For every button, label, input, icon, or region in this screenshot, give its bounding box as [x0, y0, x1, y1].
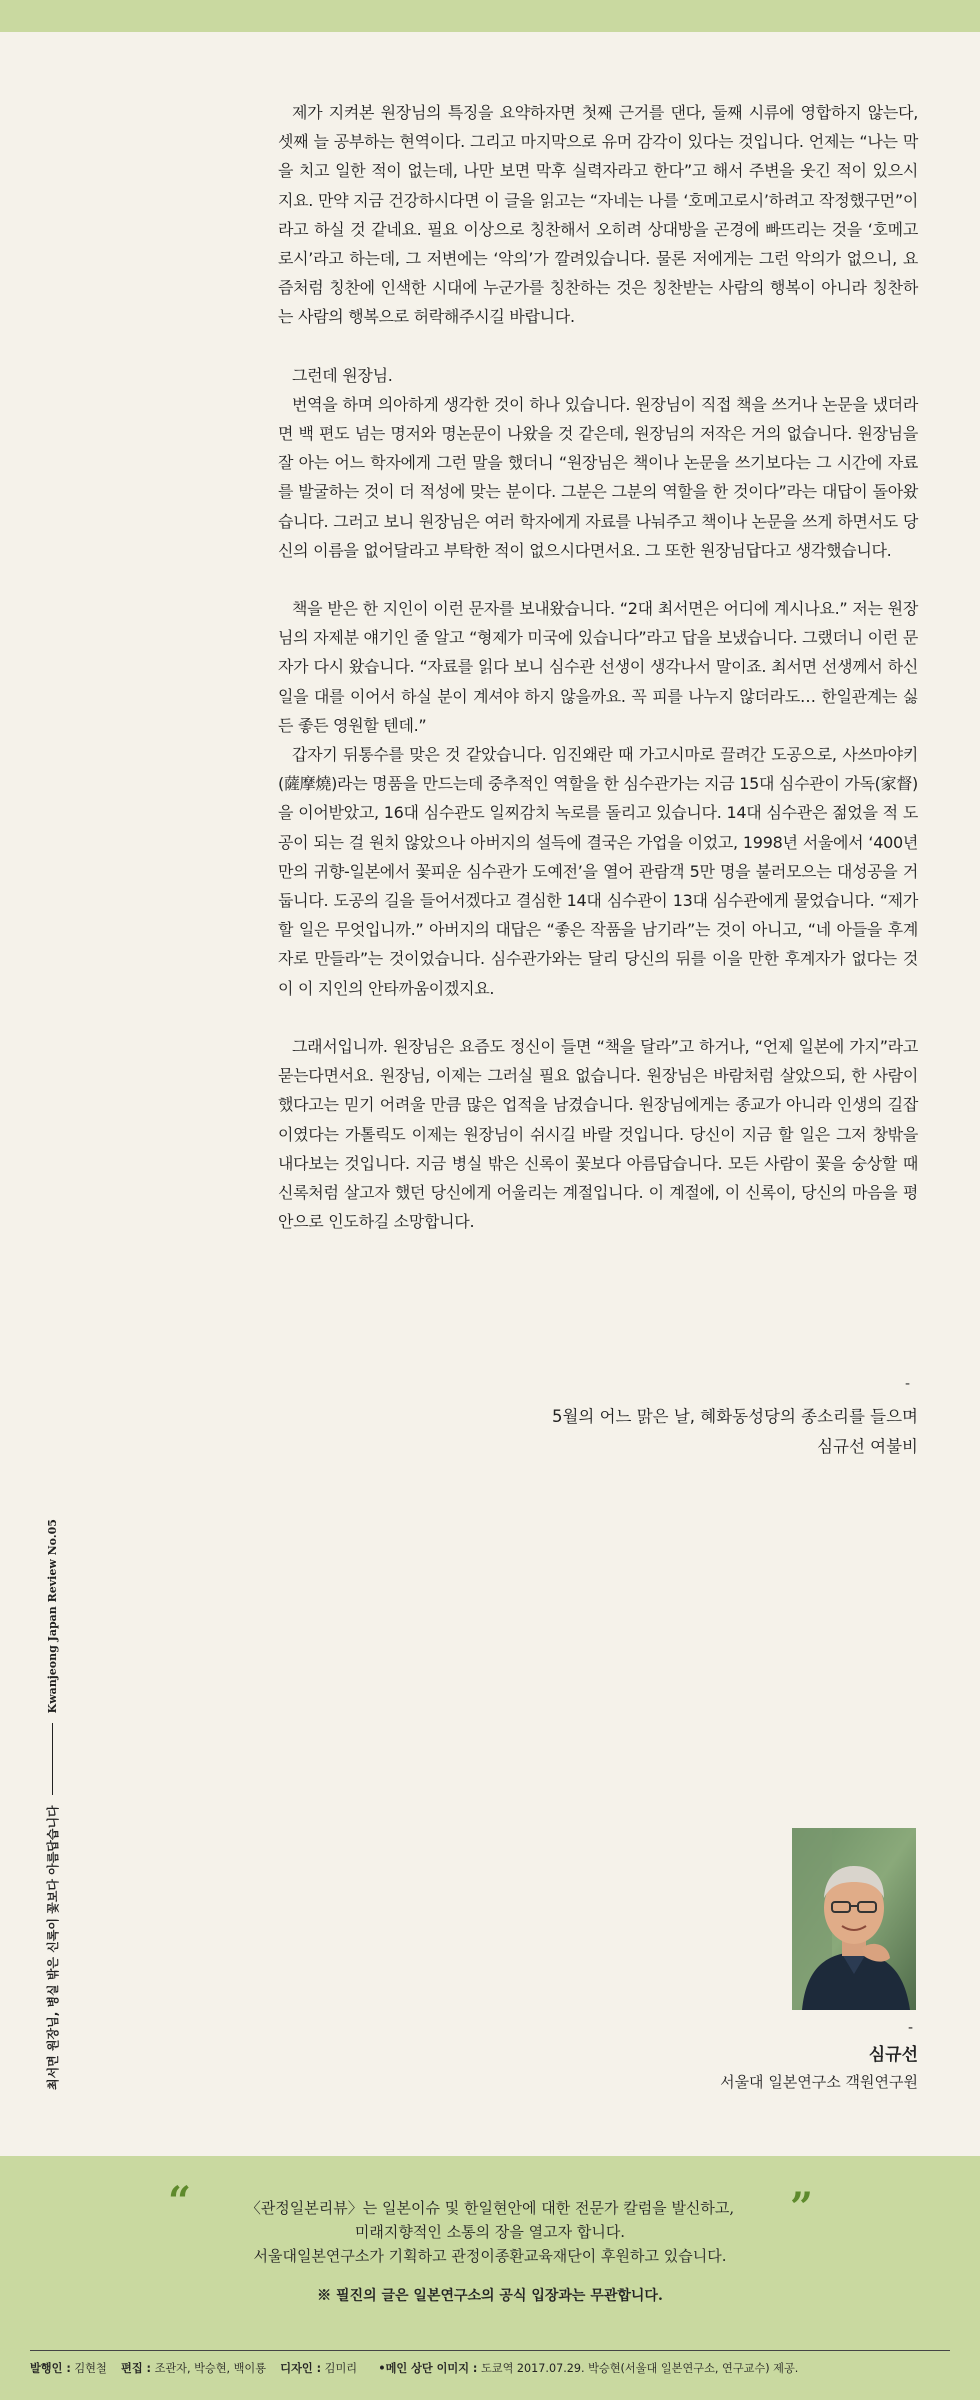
paragraph-5: 갑자기 뒤통수를 맞은 것 같았습니다. 임진왜란 때 가고시마로 끌려간 도공으로, 사쓰마야키(薩摩燒)라는 명품을 만드는데 중추적인 역할을 한 심수관가는 지금 15대 심수관이 가독(家督)을 이어받았고, 16대 심수관도 일찌감치 녹로를 돌리고 있습니다. 14대 심수관은 젊었을 적 도공이 되는 걸 원치 않았으나 아버지의 설득에 결국은 가업을 이었고, 1998년 서울에서 ‘400년 만의 귀향-일본에서 꽃피운 심수관가 도예전’을 열어 관람객 5만 명을 불러모으는 대성공을 거둡니다. 도공의 길을 들어서겠다고 결심한 14대 심수관이 13대 심수관에게 물었습니다. “제가 할 일은 무엇입니까.” 아버지의 대답은 “좋은 작품을 남기라”는 것이 아니고, “네 아들을 후계자로 만들라”는 것이었습니다. 심수관가와는 달리 당신의 뒤를 이을 만한 후계자가 없다는 것이 이 지인의 안타까움이겠지요.: [278, 745, 918, 998]
paragraph-6: 그래서입니까. 원장님은 요즘도 정신이 들면 “책을 달라”고 하거나, “언제 일본에 가지”라고 묻는다면서요. 원장님, 이제는 그러실 필요 없습니다. 원장님은 바람처럼 살았으되, 한 사람이 했다고는 믿기 어려울 만큼 많은 업적을 남겼습니다. 원장님에게는 종교가 아니라 인생의 길잡이였다는 가톨릭도 이제는 원장님이 쉬시길 바랄 것입니다. 당신이 지금 할 일은 그저 창밖을 내다보는 것입니다. 지금 병실 밖은 신록이 꽃보다 아름답습니다. 모든 사람이 꽃을 숭상할 때 신록처럼 살고자 했던 당신에게 어울리는 계절입니다. 이 계절에, 이 신록이, 당신의 마음을 평안으로 인도하길 소망합니다.: [278, 1036, 918, 1232]
author-block: [720, 2040, 918, 2094]
top-banner: [0, 0, 980, 32]
side-divider: [52, 1723, 53, 1795]
publisher-label: 발행인 :: [30, 2362, 71, 2375]
paragraph-2: 그런데 원장님.: [292, 365, 393, 385]
publisher-value: 김현철: [74, 2362, 107, 2375]
footer-disclaimer: ※ 필진의 글은 일본연구소의 공식 입장과는 무관합니다.: [317, 2288, 663, 2304]
author-photo: [792, 1828, 916, 2010]
paragraph-4: 책을 받은 한 지인이 이런 문자를 보내왔습니다. “2대 최서면은 어디에 계시나요.” 저는 원장님의 자제분 얘기인 줄 알고 “형제가 미국에 있습니다”라고 답을 보냈습니다. 그랬더니 이런 문자가 다시 왔습니다. “자료를 읽다 보니 심수관 선생이 생각나서 말이죠. 최서면 선생께서 하신 일을 대를 이어서 하실 분이 계셔야 하지 않을까요. 꼭 피를 나누지 않더라도… 한일관계는 싫든 좋든 영원할 텐데.”: [278, 599, 918, 735]
article-body: [278, 98, 918, 1236]
author-dash: -: [908, 2020, 914, 2036]
footer-description: [0, 2196, 980, 2268]
signature-line-date: 5월의 어느 맑은 날, 혜화동성당의 종소리를 들으며: [552, 1407, 918, 1426]
author-portrait-image: [792, 1828, 916, 2010]
image-credit-value: 도쿄역 2017.07.29. 박승현(서울대 일본연구소, 연구교수) 제공.: [480, 2362, 799, 2375]
close-quote-icon: ”: [790, 2184, 814, 2231]
footer-divider: [30, 2350, 950, 2351]
footer-line-2: 미래지향적인 소통의 장을 열고자 합니다.: [354, 2223, 626, 2241]
signature-dash: -: [905, 1376, 911, 1392]
editor-label: 편집 :: [121, 2362, 151, 2375]
paragraph-1: 제가 지켜본 원장님의 특징을 요약하자면 첫째 근거를 댄다, 둘째 시류에 영합하지 않는다, 셋째 늘 공부하는 현역이다. 그리고 마지막으로 유머 감각이 있다는 것입니다. 언제는 “나는 막을 치고 일한 적이 없는데, 나만 보면 막후 실력자라고 한다”고 해서 주변을 웃긴 적이 있으시지요. 만약 지금 건강하시다면 이 글을 읽고는 “자네는 나를 ‘호메고로시’하려고 작정했구먼”이라고 하실 것 같네요. 필요 이상으로 칭찬해서 오히려 상대방을 곤경에 빠뜨리는 것을 ‘호메고로시’라고 하는데, 그 저변에는 ‘악의’가 깔려있습니다. 물론 저에게는 그런 악의가 없으니, 요즘처럼 칭찬에 인색한 시대에 누군가를 칭찬하는 것은 칭찬받는 사람의 행복이 아니라 칭찬하는 사람의 행복으로 허락해주시길 바랍니다.: [278, 103, 918, 327]
paragraph-3: 번역을 하며 의아하게 생각한 것이 하나 있습니다. 원장님이 직접 책을 쓰거나 논문을 냈더라면 백 편도 넘는 명저와 명논문이 나왔을 것 같은데, 원장님의 저작은 거의 없습니다. 원장님을 잘 아는 어느 학자에게 그런 말을 했더니 “원장님은 책이나 논문을 쓰기보다는 그 시간에 자료를 발굴하는 것이 더 적성에 맞는 분이다. 그분은 그분의 역할을 한 것이다”라는 대답이 돌아왔습니다. 그러고 보니 원장님은 여러 학자에게 자료를 나눠주고 책이나 논문을 쓰게 하면서도 당신의 이름을 없어달라고 부탁한 적이 없으시다면서요. 그 또한 원장님답다고 생각했습니다.: [278, 394, 919, 560]
editor-value: 조관자, 박승현, 백이룡: [154, 2362, 267, 2375]
signature-line-name: 심규선 여불비: [817, 1437, 918, 1456]
designer-label: 디자인 :: [280, 2362, 322, 2375]
footer-credits: [30, 2360, 960, 2376]
side-review-title: Kwanjeong Japan Review No.05: [46, 1519, 59, 1714]
author-name: 심규선: [868, 2045, 918, 2065]
open-quote-icon: “: [168, 2178, 192, 2225]
designer-value: 김미리: [324, 2362, 358, 2375]
footer-line-1: 〈관정일본리뷰〉는 일본이슈 및 한일현안에 대한 전문가 칼럼을 발신하고,: [245, 2199, 735, 2217]
author-title: 서울대 일본연구소 객원연구원: [720, 2073, 918, 2091]
side-korean-title: 최서면 원장님, 병실 밖은 신록이 꽃보다 아름답습니다: [46, 1805, 60, 2090]
footer-line-3: 서울대일본연구소가 기획하고 관정이종환교육재단이 후원하고 있습니다.: [253, 2247, 727, 2265]
vertical-side-title: [44, 1519, 61, 2090]
image-credit-label: •메인 상단 이미지 :: [378, 2362, 478, 2375]
signature-block: [552, 1402, 918, 1462]
